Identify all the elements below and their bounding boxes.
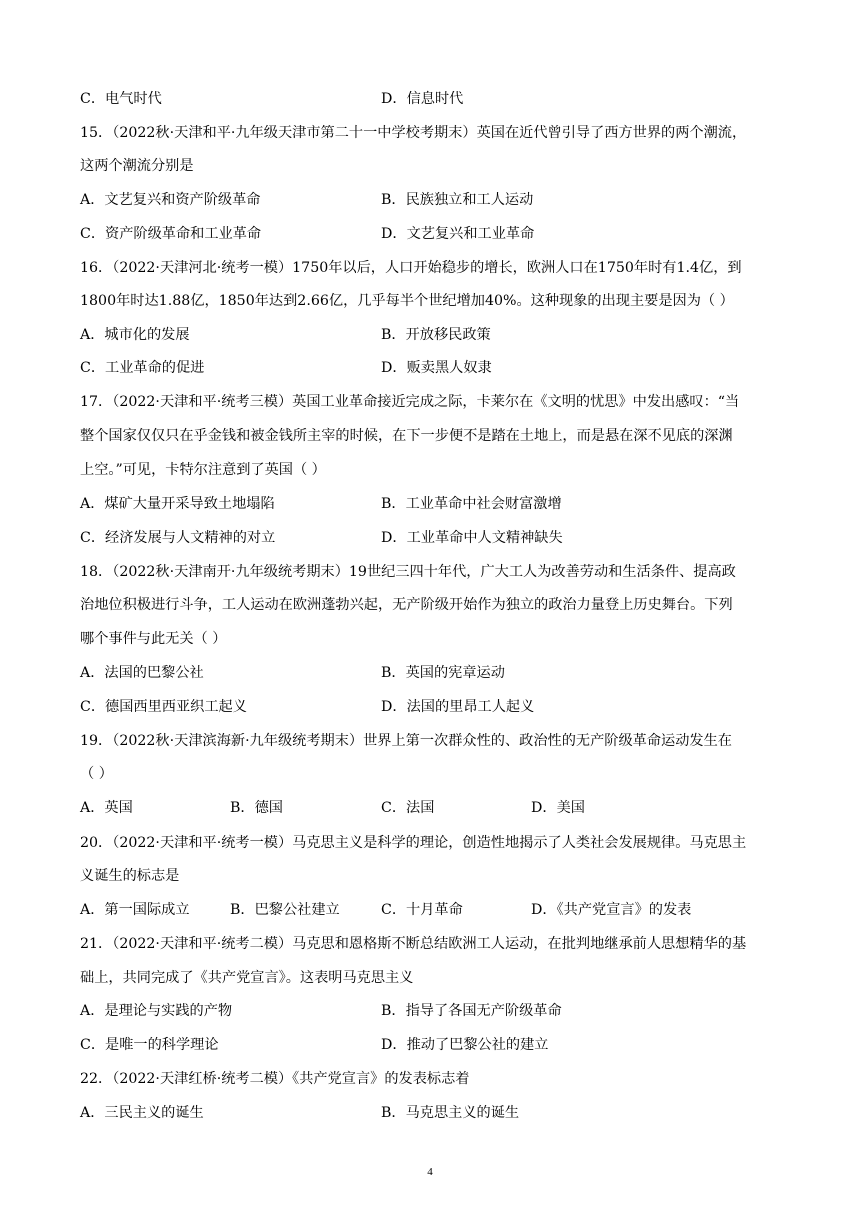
option-d: D．工业革命中人文精神缺失 bbox=[381, 530, 563, 546]
option-a: A．煤矿大量开采导致土地塌陷 bbox=[80, 496, 275, 512]
question-18-stem-line-2: 治地位积极进行斗争，工人运动在欧洲蓬勃兴起，无产阶级开始作为独立的政治力量登上历史舞台。下列 bbox=[80, 597, 733, 613]
option-a: A．文艺复兴和资产阶级革命 bbox=[80, 192, 261, 208]
option-b: B．开放移民政策 bbox=[381, 327, 491, 343]
question-18-stem-line-3: 哪个事件与此无关（ ） bbox=[80, 631, 227, 647]
option-d: D．推动了巴黎公社的建立 bbox=[381, 1037, 549, 1053]
question-17-stem-line-3: 上空。”可见，卡特尔注意到了英国（ ） bbox=[80, 462, 326, 478]
option-c: C．经济发展与人文精神的对立 bbox=[80, 530, 276, 546]
option-c: C．电气时代 bbox=[80, 91, 162, 107]
option-c: C．十月革命 bbox=[381, 902, 463, 918]
option-a: A．英国 bbox=[80, 800, 133, 816]
option-c: C．工业革命的促进 bbox=[80, 360, 205, 376]
question-20-stem-line-2: 义诞生的标志是 bbox=[80, 868, 180, 884]
option-c: C．德国西里西亚织工起义 bbox=[80, 699, 247, 715]
question-18-stem-line-1: 18．（2022秋·天津南开·九年级统考期末）19世纪三四十年代，广大工人为改善劳动和生活条件、提高政 bbox=[80, 564, 736, 580]
question-19-stem-line-1: 19．（2022秋·天津滨海新·九年级统考期末）世界上第一次群众性的、政治性的无产阶级革命运动发生在 bbox=[80, 733, 732, 749]
option-b: B．工业革命中社会财富激增 bbox=[381, 496, 562, 512]
option-b: B．德国 bbox=[230, 800, 283, 816]
option-b: B．民族独立和工人运动 bbox=[381, 192, 534, 208]
question-16-stem-line-1: 16．（2022·天津河北·统考一模）1750年以后，人口开始稳步的增长，欧洲人口在1750年时有1.4亿，到 bbox=[80, 260, 742, 276]
option-c: C．法国 bbox=[381, 800, 435, 816]
option-b: B．英国的宪章运动 bbox=[381, 665, 505, 681]
option-b: B．马克思主义的诞生 bbox=[381, 1105, 520, 1121]
option-a: A．城市化的发展 bbox=[80, 327, 190, 343]
question-21-stem-line-2: 础上，共同完成了《共产党宣言》。这表明马克思主义 bbox=[80, 970, 414, 986]
question-20-stem-line-1: 20．（2022·天津和平·统考一模）马克思主义是科学的理论，创造性地揭示了人类社会发展规律。马克思主 bbox=[80, 835, 747, 851]
option-a: A．三民主义的诞生 bbox=[80, 1105, 204, 1121]
question-17-stem-line-2: 整个国家仅仅只在乎金钱和被金钱所主宰的时候，在下一步便不是踏在土地上，而是悬在深不见底的深渊 bbox=[80, 428, 733, 444]
question-15-stem-line-2: 这两个潮流分别是 bbox=[80, 158, 194, 174]
option-a: A．第一国际成立 bbox=[80, 902, 190, 918]
question-21-stem-line-1: 21．（2022·天津和平·统考二模）马克思和恩格斯不断总结欧洲工人运动，在批判地继承前人思想精华的基 bbox=[80, 936, 747, 952]
option-d: D．文艺复兴和工业革命 bbox=[381, 226, 535, 242]
question-15-stem-line-1: 15．（2022秋·天津和平·九年级天津市第二十一中学校考期末）英国在近代曾引导了西方世界的两个潮流， bbox=[80, 125, 747, 141]
question-22-stem-line-1: 22．（2022·天津红桥·统考二模）《共产党宣言》的发表标志着 bbox=[80, 1071, 470, 1087]
option-d: D．法国的里昂工人起义 bbox=[381, 699, 535, 715]
option-c: C．资产阶级革命和工业革命 bbox=[80, 226, 262, 242]
question-19-stem-line-2: （ ） bbox=[80, 766, 113, 782]
page-number: 4 bbox=[427, 1166, 433, 1178]
question-17-stem-line-1: 17．（2022·天津和平·统考三模）英国工业革命接近完成之际，卡莱尔在《文明的忧思》中发出感叹：“当 bbox=[80, 394, 740, 410]
option-d: D．美国 bbox=[531, 800, 585, 816]
option-a: A．是理论与实践的产物 bbox=[80, 1003, 233, 1019]
option-a: A．法国的巴黎公社 bbox=[80, 665, 204, 681]
option-b: B．指导了各国无产阶级革命 bbox=[381, 1003, 562, 1019]
option-b: B．巴黎公社建立 bbox=[230, 902, 340, 918]
option-c: C．是唯一的科学理论 bbox=[80, 1037, 219, 1053]
option-d: D．《共产党宣言》的发表 bbox=[531, 902, 692, 918]
option-d: D．贩卖黑人奴隶 bbox=[381, 360, 492, 376]
option-d: D．信息时代 bbox=[381, 91, 464, 107]
question-16-stem-line-2: 1800年时达1.88亿，1850年达到2.66亿，几乎每半个世纪增加40%。这种现象的出现主要是因为（ ） bbox=[80, 293, 734, 309]
